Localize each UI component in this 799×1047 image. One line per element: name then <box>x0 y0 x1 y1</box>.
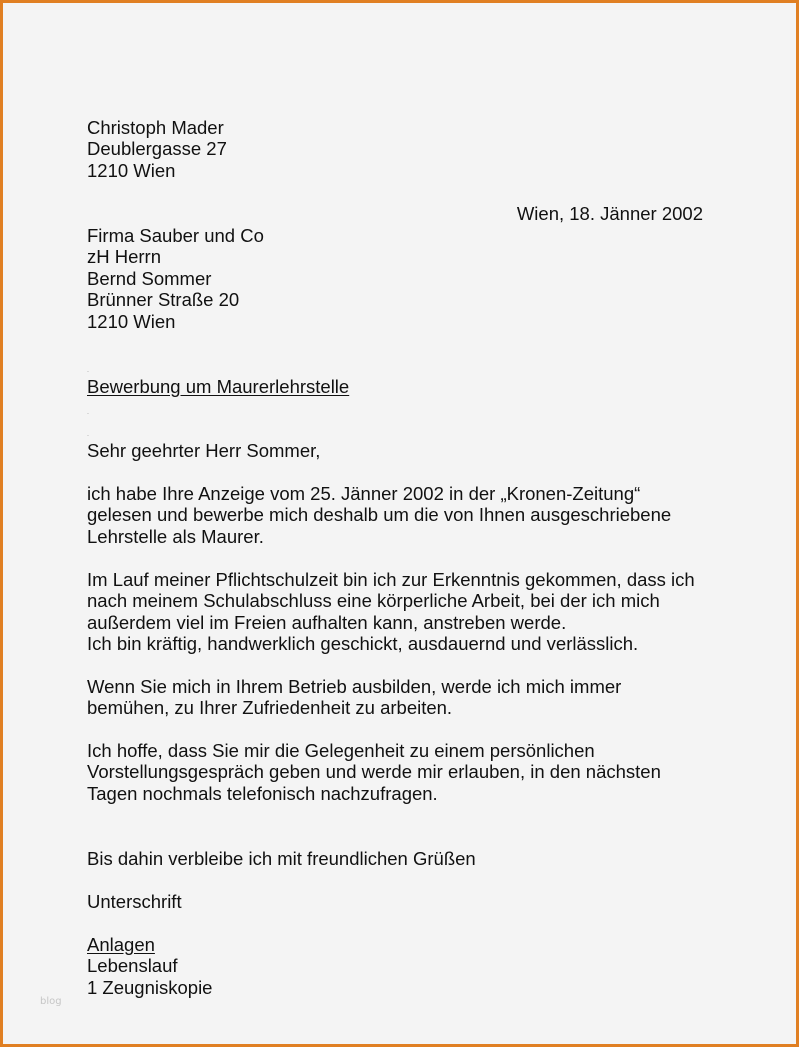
attachments <box>87 934 212 998</box>
subject-text: Bewerbung um Maurerlehrstelle <box>87 376 350 397</box>
signature <box>87 891 182 912</box>
signature-text: Unterschrift <box>87 891 182 912</box>
sender-street: Deublergasse 27 <box>87 138 227 160</box>
paragraph-line: bemühen, zu Ihrer Zufriedenheit zu arbeiten. <box>87 697 453 719</box>
recipient-street: Brünner Straße 20 <box>87 289 240 311</box>
attachment-item: 1 Zeugniskopie <box>87 976 213 998</box>
body-paragraph-2 <box>87 569 695 655</box>
sender-name: Christoph Mader <box>87 117 224 138</box>
sender-city: 1210 Wien <box>87 159 176 181</box>
paragraph-line: nach meinem Schulabschluss eine körperliche Arbeit, bei der ich mich <box>87 590 660 612</box>
paragraph-line: Tagen nochmals telefonisch nachzufragen. <box>87 782 438 804</box>
paragraph-mark: · <box>87 433 89 439</box>
paragraph-mark: · <box>87 411 89 417</box>
body-paragraph-1 <box>87 483 671 547</box>
watermark: blog <box>40 996 62 1007</box>
recipient-company: Firma Sauber und Co <box>87 225 264 246</box>
closing-text: Bis dahin verbleibe ich mit freundlichen Grüßen <box>87 848 476 869</box>
paragraph-line: Lehrstelle als Maurer. <box>87 525 264 547</box>
paragraph-line: Ich hoffe, dass Sie mir die Gelegenheit zu einem persönlichen <box>87 740 595 761</box>
recipient-name: Bernd Sommer <box>87 267 212 289</box>
letter-date: Wien, 18. Jänner 2002 <box>516 203 703 224</box>
recipient-city: 1210 Wien <box>87 310 176 332</box>
paragraph-line: Ich bin kräftig, handwerklich geschickt, ausdauernd und verlässlich. <box>87 633 639 655</box>
body-paragraph-3 <box>87 676 621 719</box>
paragraph-line: Vorstellungsgespräch geben und werde mir erlauben, in den nächsten <box>87 761 661 783</box>
body-paragraph-4 <box>87 740 661 804</box>
recipient-address <box>87 225 264 332</box>
sender-address <box>87 117 227 181</box>
paragraph-mark: · <box>87 369 89 375</box>
salutation-text: Sehr geehrter Herr Sommer, <box>87 440 321 461</box>
salutation <box>87 440 320 461</box>
attachment-item: Lebenslauf <box>87 955 178 977</box>
paragraph-line: Im Lauf meiner Pflichtschulzeit bin ich zur Erkenntnis gekommen, dass ich <box>87 569 695 590</box>
attachments-heading: Anlagen <box>87 934 155 955</box>
paragraph-line: ich habe Ihre Anzeige vom 25. Jänner 2002 in der „Kronen-Zeitung“ <box>87 483 641 504</box>
paragraph-line: Wenn Sie mich in Ihrem Betrieb ausbilden, werde ich mich immer <box>87 676 622 697</box>
paragraph-line: gelesen und bewerbe mich deshalb um die von Ihnen ausgeschriebene <box>87 504 672 526</box>
recipient-attention: zH Herrn <box>87 246 162 268</box>
paragraph-line: außerdem viel im Freien aufhalten kann, anstreben werde. <box>87 611 567 633</box>
closing <box>87 848 476 869</box>
subject-line <box>87 376 349 397</box>
